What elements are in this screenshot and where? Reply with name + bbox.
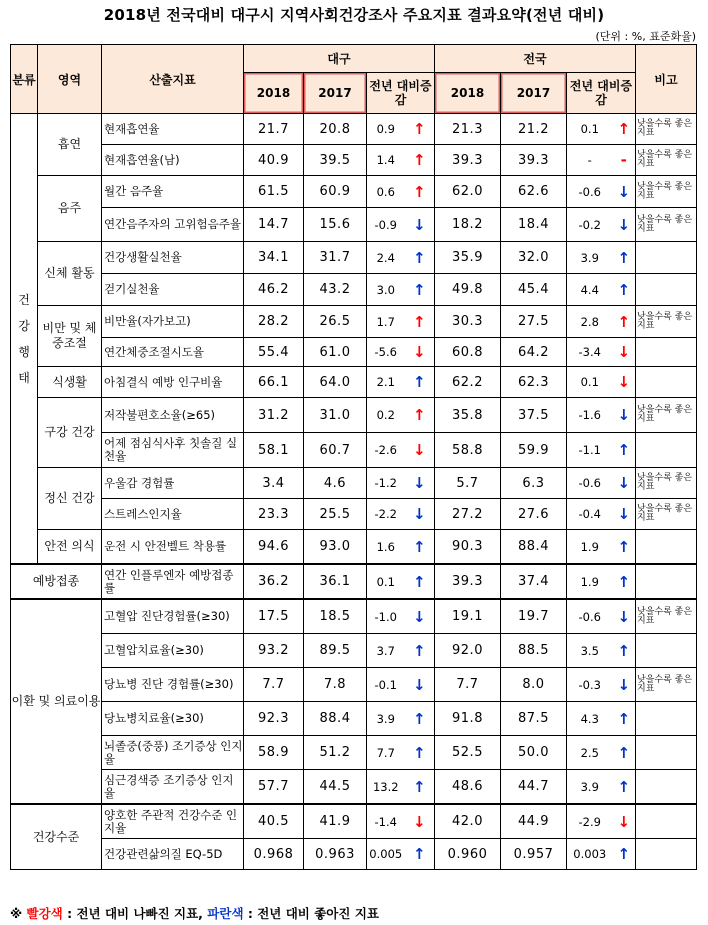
arrow-down-icon: ↓	[405, 499, 435, 530]
arrow-down-icon: ↓	[405, 668, 435, 702]
header-remark: 비고	[636, 45, 697, 114]
daegu-2017-value: 0.963	[304, 839, 367, 870]
national-2018-value: 49.8	[435, 274, 501, 306]
unit-note: (단위 : %, 표준화율)	[595, 30, 696, 43]
national-2018-value: 5.7	[435, 468, 501, 499]
daegu-change-value: 1.4	[367, 145, 405, 176]
arrow-up-icon: ↑	[613, 839, 636, 870]
arrow-up-icon: ↑	[405, 634, 435, 668]
header-daegu-2018: 2018	[244, 73, 304, 114]
indicator-label: 뇌졸중(중풍) 조기증상 인지율	[102, 736, 244, 770]
remark-note: 낮을수록 좋은지표	[636, 599, 697, 634]
header-daegu-2017: 2017	[304, 73, 367, 114]
national-2018-value: 35.9	[435, 242, 501, 274]
indicator-label: 우울감 경험률	[102, 468, 244, 499]
category-health: 건강수준	[11, 804, 102, 870]
daegu-2017-value: 88.4	[304, 702, 367, 736]
daegu-2017-value: 20.8	[304, 114, 367, 145]
indicator-label: 건강관련삶의질 EQ-5D	[102, 839, 244, 870]
daegu-change-value: 3.0	[367, 274, 405, 306]
indicator-label: 당뇨병 진단 경험률(≥30)	[102, 668, 244, 702]
national-change-value: -0.6	[567, 176, 613, 208]
arrow-up-icon: ↑	[405, 145, 435, 176]
indicator-label: 고혈압치료율(≥30)	[102, 634, 244, 668]
national-change-value: 3.9	[567, 242, 613, 274]
header-daegu-change: 전년 대비증감	[367, 73, 435, 114]
area-activity: 신체 활동	[38, 242, 102, 306]
national-change-value: -0.3	[567, 668, 613, 702]
daegu-change-value: -1.0	[367, 599, 405, 634]
indicator-label: 스트레스인지율	[102, 499, 244, 530]
summary-table	[10, 44, 697, 870]
national-change-value: -3.4	[567, 338, 613, 367]
arrow-up-icon: ↑	[405, 770, 435, 805]
arrow-down-icon: ↓	[613, 468, 636, 499]
table-row	[11, 114, 697, 145]
area-safety: 안전 의식	[38, 530, 102, 565]
daegu-2017-value: 18.5	[304, 599, 367, 634]
national-2018-value: 18.2	[435, 208, 501, 242]
remark-note: 낮을수록 좋은지표	[636, 114, 697, 145]
national-2018-value: 62.2	[435, 367, 501, 398]
indicator-label: 어제 점심식사후 칫솔질 실천율	[102, 433, 244, 468]
daegu-2018-value: 7.7	[244, 668, 304, 702]
remark-note: 낮을수록 좋은지표	[636, 176, 697, 208]
daegu-2018-value: 31.2	[244, 398, 304, 433]
national-2018-value: 62.0	[435, 176, 501, 208]
daegu-2017-value: 43.2	[304, 274, 367, 306]
national-change-value: 0.1	[567, 367, 613, 398]
header-national: 전국	[435, 45, 636, 73]
header-daegu: 대구	[244, 45, 435, 73]
daegu-2018-value: 58.1	[244, 433, 304, 468]
arrow-up-icon: ↑	[405, 114, 435, 145]
daegu-2017-value: 44.5	[304, 770, 367, 805]
arrow-down-icon: ↓	[613, 599, 636, 634]
remark-note	[636, 564, 697, 599]
national-2018-value: 27.2	[435, 499, 501, 530]
national-2017-value: 19.7	[501, 599, 567, 634]
national-2017-value: 44.9	[501, 804, 567, 839]
national-2017-value: 39.3	[501, 145, 567, 176]
indicator-label: 저작불편호소율(≥65)	[102, 398, 244, 433]
national-change-value: 0.003	[567, 839, 613, 870]
daegu-2018-value: 94.6	[244, 530, 304, 565]
daegu-change-value: 0.2	[367, 398, 405, 433]
indicator-label: 고혈압 진단경험률(≥30)	[102, 599, 244, 634]
arrow-down-icon: ↓	[405, 208, 435, 242]
table-row	[11, 468, 697, 499]
arrow-up-icon: ↑	[613, 114, 636, 145]
daegu-2018-value: 57.7	[244, 770, 304, 805]
area-smoking: 흡연	[38, 114, 102, 176]
national-2017-value: 37.5	[501, 398, 567, 433]
national-2017-value: 37.4	[501, 564, 567, 599]
table-row	[11, 338, 697, 367]
remark-note	[636, 770, 697, 805]
arrow-down-icon: ↓	[613, 804, 636, 839]
national-2017-value: 64.2	[501, 338, 567, 367]
daegu-change-value: 1.7	[367, 306, 405, 338]
category-prevention: 예방접종	[11, 564, 102, 599]
national-change-value: -1.6	[567, 398, 613, 433]
national-change-value: 1.9	[567, 564, 613, 599]
table-row	[11, 839, 697, 870]
national-2018-value: 21.3	[435, 114, 501, 145]
area-drinking: 음주	[38, 176, 102, 242]
table-row	[11, 433, 697, 468]
national-change-value: -0.2	[567, 208, 613, 242]
national-2017-value: 21.2	[501, 114, 567, 145]
table-row	[11, 242, 697, 274]
national-change-value: 3.5	[567, 634, 613, 668]
remark-note	[636, 242, 697, 274]
national-2018-value: 91.8	[435, 702, 501, 736]
national-2018-value: 92.0	[435, 634, 501, 668]
daegu-change-value: 7.7	[367, 736, 405, 770]
indicator-label: 운전 시 안전벨트 착용률	[102, 530, 244, 565]
national-2017-value: 59.9	[501, 433, 567, 468]
table-row	[11, 564, 697, 599]
daegu-change-value: 2.4	[367, 242, 405, 274]
table-row	[11, 634, 697, 668]
remark-note: 낮을수록 좋은지표	[636, 145, 697, 176]
daegu-2018-value: 0.968	[244, 839, 304, 870]
national-2018-value: 48.6	[435, 770, 501, 805]
table-row	[11, 274, 697, 306]
daegu-2018-value: 14.7	[244, 208, 304, 242]
remark-note: 낮을수록 좋은지표	[636, 306, 697, 338]
footer-blue-label: 파란색	[207, 906, 244, 921]
table-row	[11, 599, 697, 634]
national-change-value: 3.9	[567, 770, 613, 805]
area-mental: 정신 건강	[38, 468, 102, 530]
arrow-down-icon: ↓	[405, 804, 435, 839]
daegu-2017-value: 89.5	[304, 634, 367, 668]
indicator-label: 아침결식 예방 인구비율	[102, 367, 244, 398]
national-2017-value: 44.7	[501, 770, 567, 805]
table-row	[11, 702, 697, 736]
arrow-up-icon: ↑	[613, 242, 636, 274]
daegu-2018-value: 61.5	[244, 176, 304, 208]
arrow-up-icon: ↑	[613, 634, 636, 668]
national-change-value: -1.1	[567, 433, 613, 468]
daegu-2018-value: 66.1	[244, 367, 304, 398]
remark-note	[636, 634, 697, 668]
national-change-value: 4.3	[567, 702, 613, 736]
remark-note	[636, 702, 697, 736]
national-change-value: -2.9	[567, 804, 613, 839]
remark-note: 낮을수록 좋은지표	[636, 499, 697, 530]
daegu-2018-value: 28.2	[244, 306, 304, 338]
table-row	[11, 499, 697, 530]
indicator-label: 연간체중조절시도율	[102, 338, 244, 367]
arrow-down-icon: ↓	[613, 668, 636, 702]
national-2017-value: 50.0	[501, 736, 567, 770]
daegu-2018-value: 23.3	[244, 499, 304, 530]
remark-note	[636, 338, 697, 367]
legend-footer	[10, 904, 379, 922]
daegu-2017-value: 41.9	[304, 804, 367, 839]
arrow-down-icon: ↓	[405, 338, 435, 367]
national-2018-value: 0.960	[435, 839, 501, 870]
daegu-2017-value: 60.7	[304, 433, 367, 468]
daegu-change-value: 0.1	[367, 564, 405, 599]
indicator-label: 당뇨병치료율(≥30)	[102, 702, 244, 736]
remark-note	[636, 839, 697, 870]
daegu-change-value: 2.1	[367, 367, 405, 398]
header-indicator: 산출지표	[102, 45, 244, 114]
national-change-value: -0.4	[567, 499, 613, 530]
table-row	[11, 176, 697, 208]
daegu-2018-value: 40.9	[244, 145, 304, 176]
indicator-label: 월간 음주율	[102, 176, 244, 208]
national-2017-value: 62.6	[501, 176, 567, 208]
daegu-2017-value: 25.5	[304, 499, 367, 530]
remark-note: 낮을수록 좋은지표	[636, 208, 697, 242]
arrow-down-icon: ↓	[405, 599, 435, 634]
daegu-2018-value: 36.2	[244, 564, 304, 599]
table-row	[11, 208, 697, 242]
daegu-2018-value: 3.4	[244, 468, 304, 499]
daegu-2018-value: 17.5	[244, 599, 304, 634]
daegu-2017-value: 26.5	[304, 306, 367, 338]
arrow-up-icon: ↑	[405, 736, 435, 770]
arrow-up-icon: ↑	[405, 367, 435, 398]
arrow-up-icon: ↑	[613, 530, 636, 565]
header-area: 영역	[38, 45, 102, 114]
national-2017-value: 87.5	[501, 702, 567, 736]
national-2017-value: 62.3	[501, 367, 567, 398]
daegu-2017-value: 15.6	[304, 208, 367, 242]
national-2017-value: 88.5	[501, 634, 567, 668]
arrow-up-icon: ↑	[613, 306, 636, 338]
arrow-up-icon: ↑	[405, 398, 435, 433]
daegu-2017-value: 39.5	[304, 145, 367, 176]
national-change-value: -0.6	[567, 468, 613, 499]
daegu-change-value: -0.9	[367, 208, 405, 242]
daegu-change-value: -1.2	[367, 468, 405, 499]
national-2018-value: 35.8	[435, 398, 501, 433]
dash-icon: -	[613, 145, 636, 176]
national-2017-value: 27.5	[501, 306, 567, 338]
daegu-2018-value: 55.4	[244, 338, 304, 367]
table-row	[11, 306, 697, 338]
indicator-label: 심근경색증 조기증상 인지율	[102, 770, 244, 805]
arrow-up-icon: ↑	[405, 176, 435, 208]
footer-red-text: : 전년 대비 나빠진 지표,	[62, 906, 208, 921]
daegu-2018-value: 34.1	[244, 242, 304, 274]
indicator-label: 양호한 주관적 건강수준 인지율	[102, 804, 244, 839]
arrow-down-icon: ↓	[405, 433, 435, 468]
national-2018-value: 39.3	[435, 564, 501, 599]
national-2017-value: 32.0	[501, 242, 567, 274]
daegu-2017-value: 60.9	[304, 176, 367, 208]
remark-note	[636, 804, 697, 839]
arrow-up-icon: ↑	[613, 433, 636, 468]
remark-note: 낮을수록 좋은지표	[636, 398, 697, 433]
arrow-down-icon: ↓	[613, 367, 636, 398]
daegu-2018-value: 21.7	[244, 114, 304, 145]
indicator-label: 비만율(자가보고)	[102, 306, 244, 338]
national-2018-value: 58.8	[435, 433, 501, 468]
daegu-change-value: 3.9	[367, 702, 405, 736]
table-row	[11, 367, 697, 398]
daegu-2017-value: 61.0	[304, 338, 367, 367]
table-row	[11, 770, 697, 805]
category-disease: 이환 및 의료이용	[11, 599, 102, 804]
daegu-change-value: 0.005	[367, 839, 405, 870]
header-bunryu: 분류	[11, 45, 38, 114]
national-change-value: -	[567, 145, 613, 176]
national-2017-value: 18.4	[501, 208, 567, 242]
remark-note	[636, 736, 697, 770]
national-change-value: 2.5	[567, 736, 613, 770]
table-row	[11, 804, 697, 839]
daegu-2018-value: 40.5	[244, 804, 304, 839]
indicator-label: 연간 인플루엔자 예방접종률	[102, 564, 244, 599]
daegu-2017-value: 31.0	[304, 398, 367, 433]
daegu-2018-value: 46.2	[244, 274, 304, 306]
daegu-2018-value: 58.9	[244, 736, 304, 770]
daegu-change-value: -1.4	[367, 804, 405, 839]
table-row	[11, 530, 697, 565]
footer-blue-text: : 전년 대비 좋아진 지표	[243, 906, 379, 921]
indicator-label: 걷기실천율	[102, 274, 244, 306]
national-change-value: 0.1	[567, 114, 613, 145]
table-row	[11, 398, 697, 433]
indicator-label: 현재흡연율(남)	[102, 145, 244, 176]
national-change-value: 2.8	[567, 306, 613, 338]
arrow-up-icon: ↑	[405, 274, 435, 306]
area-oral: 구강 건강	[38, 398, 102, 468]
daegu-change-value: 1.6	[367, 530, 405, 565]
national-2017-value: 88.4	[501, 530, 567, 565]
footer-prefix: ※	[10, 906, 27, 921]
national-change-value: -0.6	[567, 599, 613, 634]
daegu-change-value: -2.2	[367, 499, 405, 530]
remark-note	[636, 274, 697, 306]
national-2018-value: 90.3	[435, 530, 501, 565]
national-change-value: 1.9	[567, 530, 613, 565]
remark-note: 낮을수록 좋은지표	[636, 668, 697, 702]
national-2017-value: 45.4	[501, 274, 567, 306]
national-2018-value: 19.1	[435, 599, 501, 634]
header-national-change: 전년 대비증감	[567, 73, 636, 114]
table-row	[11, 736, 697, 770]
header-national-2017: 2017	[501, 73, 567, 114]
arrow-up-icon: ↑	[613, 702, 636, 736]
arrow-down-icon: ↓	[613, 208, 636, 242]
daegu-2017-value: 31.7	[304, 242, 367, 274]
arrow-up-icon: ↑	[613, 564, 636, 599]
national-2017-value: 27.6	[501, 499, 567, 530]
indicator-label: 건강생활실천율	[102, 242, 244, 274]
remark-note	[636, 367, 697, 398]
arrow-down-icon: ↓	[613, 338, 636, 367]
daegu-2017-value: 36.1	[304, 564, 367, 599]
page-title: 2018년 전국대비 대구시 지역사회건강조사 주요지표 결과요약(전년 대비)	[103, 6, 605, 24]
national-2018-value: 60.8	[435, 338, 501, 367]
arrow-up-icon: ↑	[405, 564, 435, 599]
arrow-down-icon: ↓	[613, 499, 636, 530]
remark-note	[636, 433, 697, 468]
daegu-2017-value: 4.6	[304, 468, 367, 499]
table-row	[11, 668, 697, 702]
header-national-2018: 2018	[435, 73, 501, 114]
national-2018-value: 42.0	[435, 804, 501, 839]
national-change-value: 4.4	[567, 274, 613, 306]
remark-note	[636, 530, 697, 565]
arrow-up-icon: ↑	[405, 839, 435, 870]
daegu-change-value: -5.6	[367, 338, 405, 367]
daegu-change-value: -0.1	[367, 668, 405, 702]
national-2018-value: 39.3	[435, 145, 501, 176]
arrow-up-icon: ↑	[405, 702, 435, 736]
indicator-label: 연간음주자의 고위험음주율	[102, 208, 244, 242]
daegu-2017-value: 64.0	[304, 367, 367, 398]
daegu-2018-value: 93.2	[244, 634, 304, 668]
arrow-up-icon: ↑	[613, 274, 636, 306]
daegu-change-value: 13.2	[367, 770, 405, 805]
daegu-change-value: 0.6	[367, 176, 405, 208]
daegu-change-value: 3.7	[367, 634, 405, 668]
arrow-down-icon: ↓	[613, 176, 636, 208]
remark-note: 낮을수록 좋은지표	[636, 468, 697, 499]
national-2018-value: 52.5	[435, 736, 501, 770]
arrow-up-icon: ↑	[405, 306, 435, 338]
daegu-2017-value: 7.8	[304, 668, 367, 702]
national-2018-value: 30.3	[435, 306, 501, 338]
table-row	[11, 145, 697, 176]
daegu-2017-value: 93.0	[304, 530, 367, 565]
national-2018-value: 7.7	[435, 668, 501, 702]
arrow-down-icon: ↓	[405, 468, 435, 499]
arrow-down-icon: ↓	[613, 398, 636, 433]
arrow-up-icon: ↑	[613, 736, 636, 770]
arrow-up-icon: ↑	[613, 770, 636, 805]
area-diet: 식생활	[38, 367, 102, 398]
national-2017-value: 8.0	[501, 668, 567, 702]
daegu-2018-value: 92.3	[244, 702, 304, 736]
national-2017-value: 6.3	[501, 468, 567, 499]
daegu-change-value: -2.6	[367, 433, 405, 468]
national-2017-value: 0.957	[501, 839, 567, 870]
footer-red-label: 빨강색	[26, 906, 63, 921]
daegu-2017-value: 51.2	[304, 736, 367, 770]
area-obesity: 비만 및 체중조절	[38, 306, 102, 367]
indicator-label: 현재흡연율	[102, 114, 244, 145]
arrow-up-icon: ↑	[405, 242, 435, 274]
daegu-change-value: 0.9	[367, 114, 405, 145]
arrow-up-icon: ↑	[405, 530, 435, 565]
category-behavior: 건 강 행 태	[11, 114, 38, 565]
